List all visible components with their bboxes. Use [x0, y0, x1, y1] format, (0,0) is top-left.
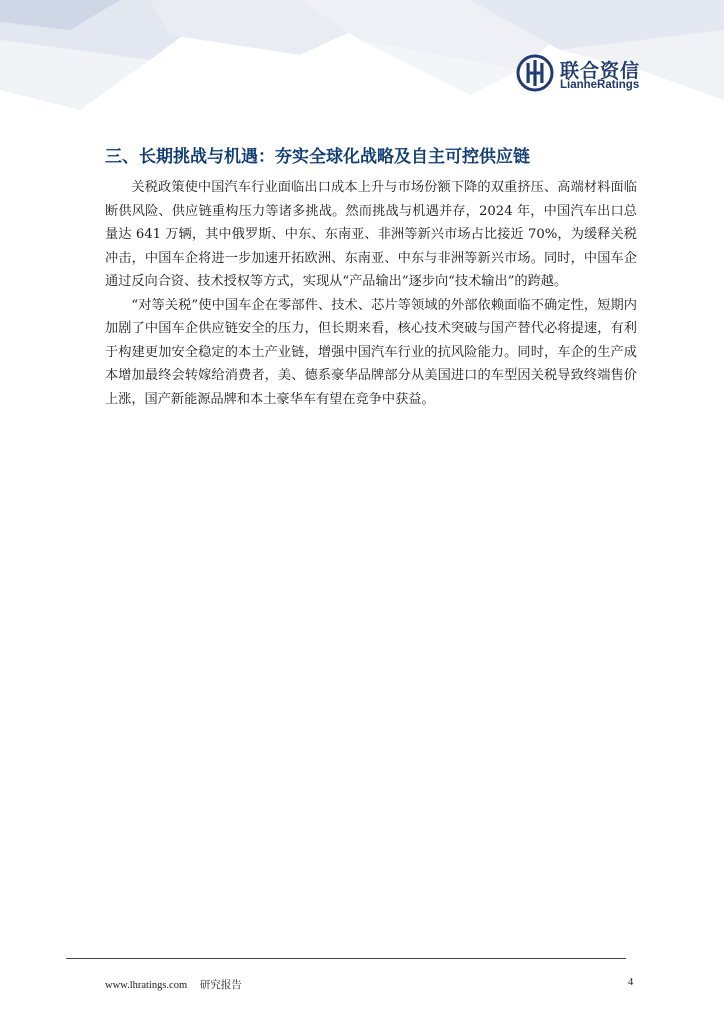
- footer-doc-type: 研究报告: [199, 980, 242, 991]
- footer-divider: [66, 958, 626, 959]
- body-text: [105, 176, 637, 411]
- logo-chinese-name: 联合资信: [560, 60, 641, 82]
- footer-info: [105, 977, 252, 992]
- paragraph: “对等关税”使中国车企在零部件、技术、芯片等领域的外部依赖面临不确定性，短期内加剧了中国车企供应链安全的压力，但长期来看，核心技术突破与国产替代必将提速，有利于构建更加安全稳定的本土产业链，增强中国汽车行业的抗风险能力。同时，车企的生产成本增加最终会转嫁给消费者，美、德系豪华品牌部分从美国进口的车型因关税导致终端售价上涨，国产新能源品牌和本土豪华车有望在竞争中获益。: [105, 297, 637, 407]
- lianhe-logo-icon: [516, 54, 554, 92]
- company-logo: [516, 54, 646, 94]
- section-title: 三、长期挑战与机遇：夯实全球化战略及自主可控供应链: [105, 147, 530, 167]
- logo-english-name: LianheRatings: [560, 79, 640, 91]
- paragraph: 关税政策使中国汽车行业面临出口成本上升与市场份额下降的双重挤压、高端材料面临断供风险、供应链重构压力等诸多挑战。然而挑战与机遇并存，2024 年，中国汽车出口总量达 641 万辆，其中俄罗斯、中东、东南亚、非洲等新兴市场占比接近 70%，为缓释关税冲击，中国车企将进一步加速开拓欧洲、东南亚、中东与非洲等新兴市场。同时，中国车企通过反向合资、技术授权等方式，实现从“产品输出”逐步向“技术输出”的跨越。: [105, 180, 637, 289]
- page-number: 4: [628, 977, 634, 988]
- footer-website[interactable]: www.lhratings.com: [105, 980, 188, 991]
